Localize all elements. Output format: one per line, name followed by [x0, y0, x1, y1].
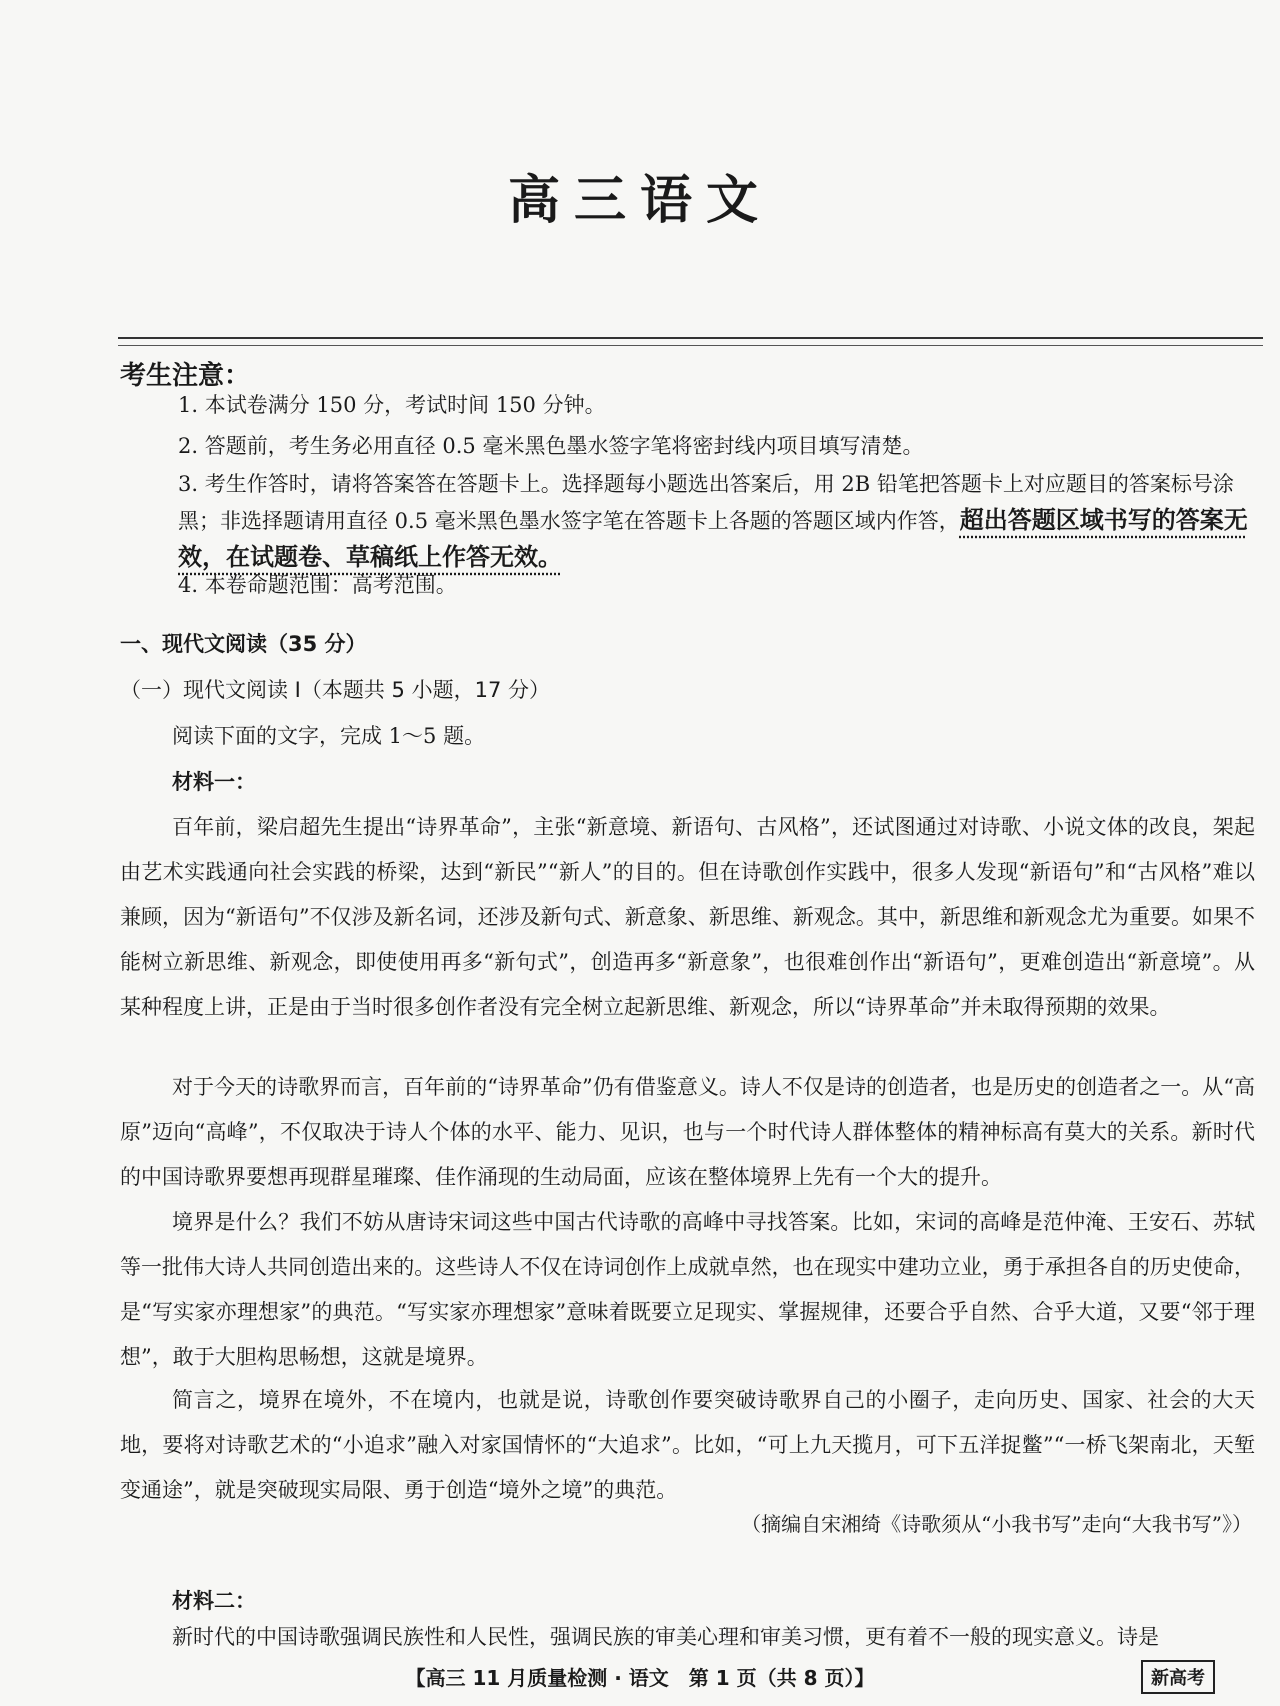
material-2-label: 材料二：: [172, 1589, 256, 1613]
notice-item-3: [178, 466, 1253, 576]
notice-item-1: 1. 本试卷满分 150 分，考试时间 150 分钟。: [178, 393, 606, 417]
paragraph-2: 对于今天的诗歌界而言，百年前的“诗界革命”仍有借鉴意义。诗人不仅是诗的创造者，也是历史的创造者之一。从“高原”迈向“高峰”，不仅取决于诗人个体的水平、能力、见识，也与一个时代诗人群体整体的精神标高有莫大的关系。新时代的中国诗歌界要想再现群星璀璨、佳作涌现的生动局面，应该在整体境界上先有一个大的提升。: [120, 1075, 1255, 1189]
page-footer: 【高三 11 月质量检测 · 语文 第 1 页（共 8 页）】: [405, 1666, 875, 1690]
citation: （摘编自宋湘绮《诗歌须从“小我书写”走向“大我书写”》）: [741, 1512, 1252, 1536]
paragraph-1: 百年前，梁启超先生提出“诗界革命”，主张“新意境、新语句、古风格”，还试图通过对诗歌、小说文体的改良，架起由艺术实践通向社会实践的桥梁，达到“新民”“新人”的目的。但在诗歌创作实践中，很多人发现“新语句”和“古风格”难以兼顾，因为“新语句”不仅涉及新名词，还涉及新句式、新意象、新思维、新观念。其中，新思维和新观念尤为重要。如果不能树立新思维、新观念，即使使用再多“新句式”，创造再多“新意象”，也很难创作出“新语句”，更难创造出“新意境”。从某种程度上讲，正是由于当时很多创作者没有完全树立起新思维、新观念，所以“诗界革命”并未取得预期的效果。: [120, 815, 1255, 1019]
notice-item-4: 4. 本卷命题范围：高考范围。: [178, 573, 457, 597]
reading-instruction: 阅读下面的文字，完成 1～5 题。: [172, 724, 486, 748]
exam-badge: 新高考: [1141, 1660, 1215, 1694]
notice-item-2: 2. 答题前，考生务必用直径 0.5 毫米黑色墨水签字笔将密封线内项目填写清楚。: [178, 434, 924, 458]
header-rule: [118, 337, 1263, 339]
notice-heading: 考生注意：: [120, 361, 251, 391]
paragraph-5: 新时代的中国诗歌强调民族性和人民性，强调民族的审美心理和审美习惯，更有着不一般的现实意义。诗是: [172, 1625, 1159, 1649]
section-heading: 一、现代文阅读（35 分）: [120, 632, 367, 656]
notice-item-3-text: 3. 考生作答时，请将答案答在答题卡上。选择题每小题选出答案后，用 2B 铅笔把答题卡上对应题目的答案标号涂黑；非选择题请用直径 0.5 毫米黑色墨水签字笔在答题卡上各题的答题区域内作答，: [178, 472, 1234, 533]
header-rule-thin: [118, 345, 1263, 346]
paragraph-4: 简言之，境界在境外，不在境内，也就是说，诗歌创作要突破诗歌界自己的小圈子，走向历史、国家、社会的大天地，要将对诗歌艺术的“小追求”融入对家国情怀的“大追求”。比如，“可上九天揽月，可下五洋捉鳖”“一桥飞架南北，天堑变通途”，就是突破现实局限、勇于创造“境外之境”的典范。: [120, 1388, 1255, 1502]
paragraph-3: 境界是什么？我们不妨从唐诗宋词这些中国古代诗歌的高峰中寻找答案。比如，宋词的高峰是范仲淹、王安石、苏轼等一批伟大诗人共同创造出来的。这些诗人不仅在诗词创作上成就卓然，也在现实中建功立业，勇于承担各自的历史使命，是“写实家亦理想家”的典范。“写实家亦理想家”意味着既要立足现实、掌握规律，还要合乎自然、合乎大道，又要“邻于理想”，敢于大胆构思畅想，这就是境界。: [120, 1210, 1255, 1369]
subsection-heading: （一）现代文阅读 I（本题共 5 小题，17 分）: [120, 678, 550, 702]
exam-title: 高三语文: [507, 170, 772, 231]
notice-item-3-emphasis: 超出答题区域书写的答案无效，在试题卷、草稿纸上作答无效。: [178, 506, 1248, 571]
material-1-label: 材料一：: [172, 770, 256, 794]
